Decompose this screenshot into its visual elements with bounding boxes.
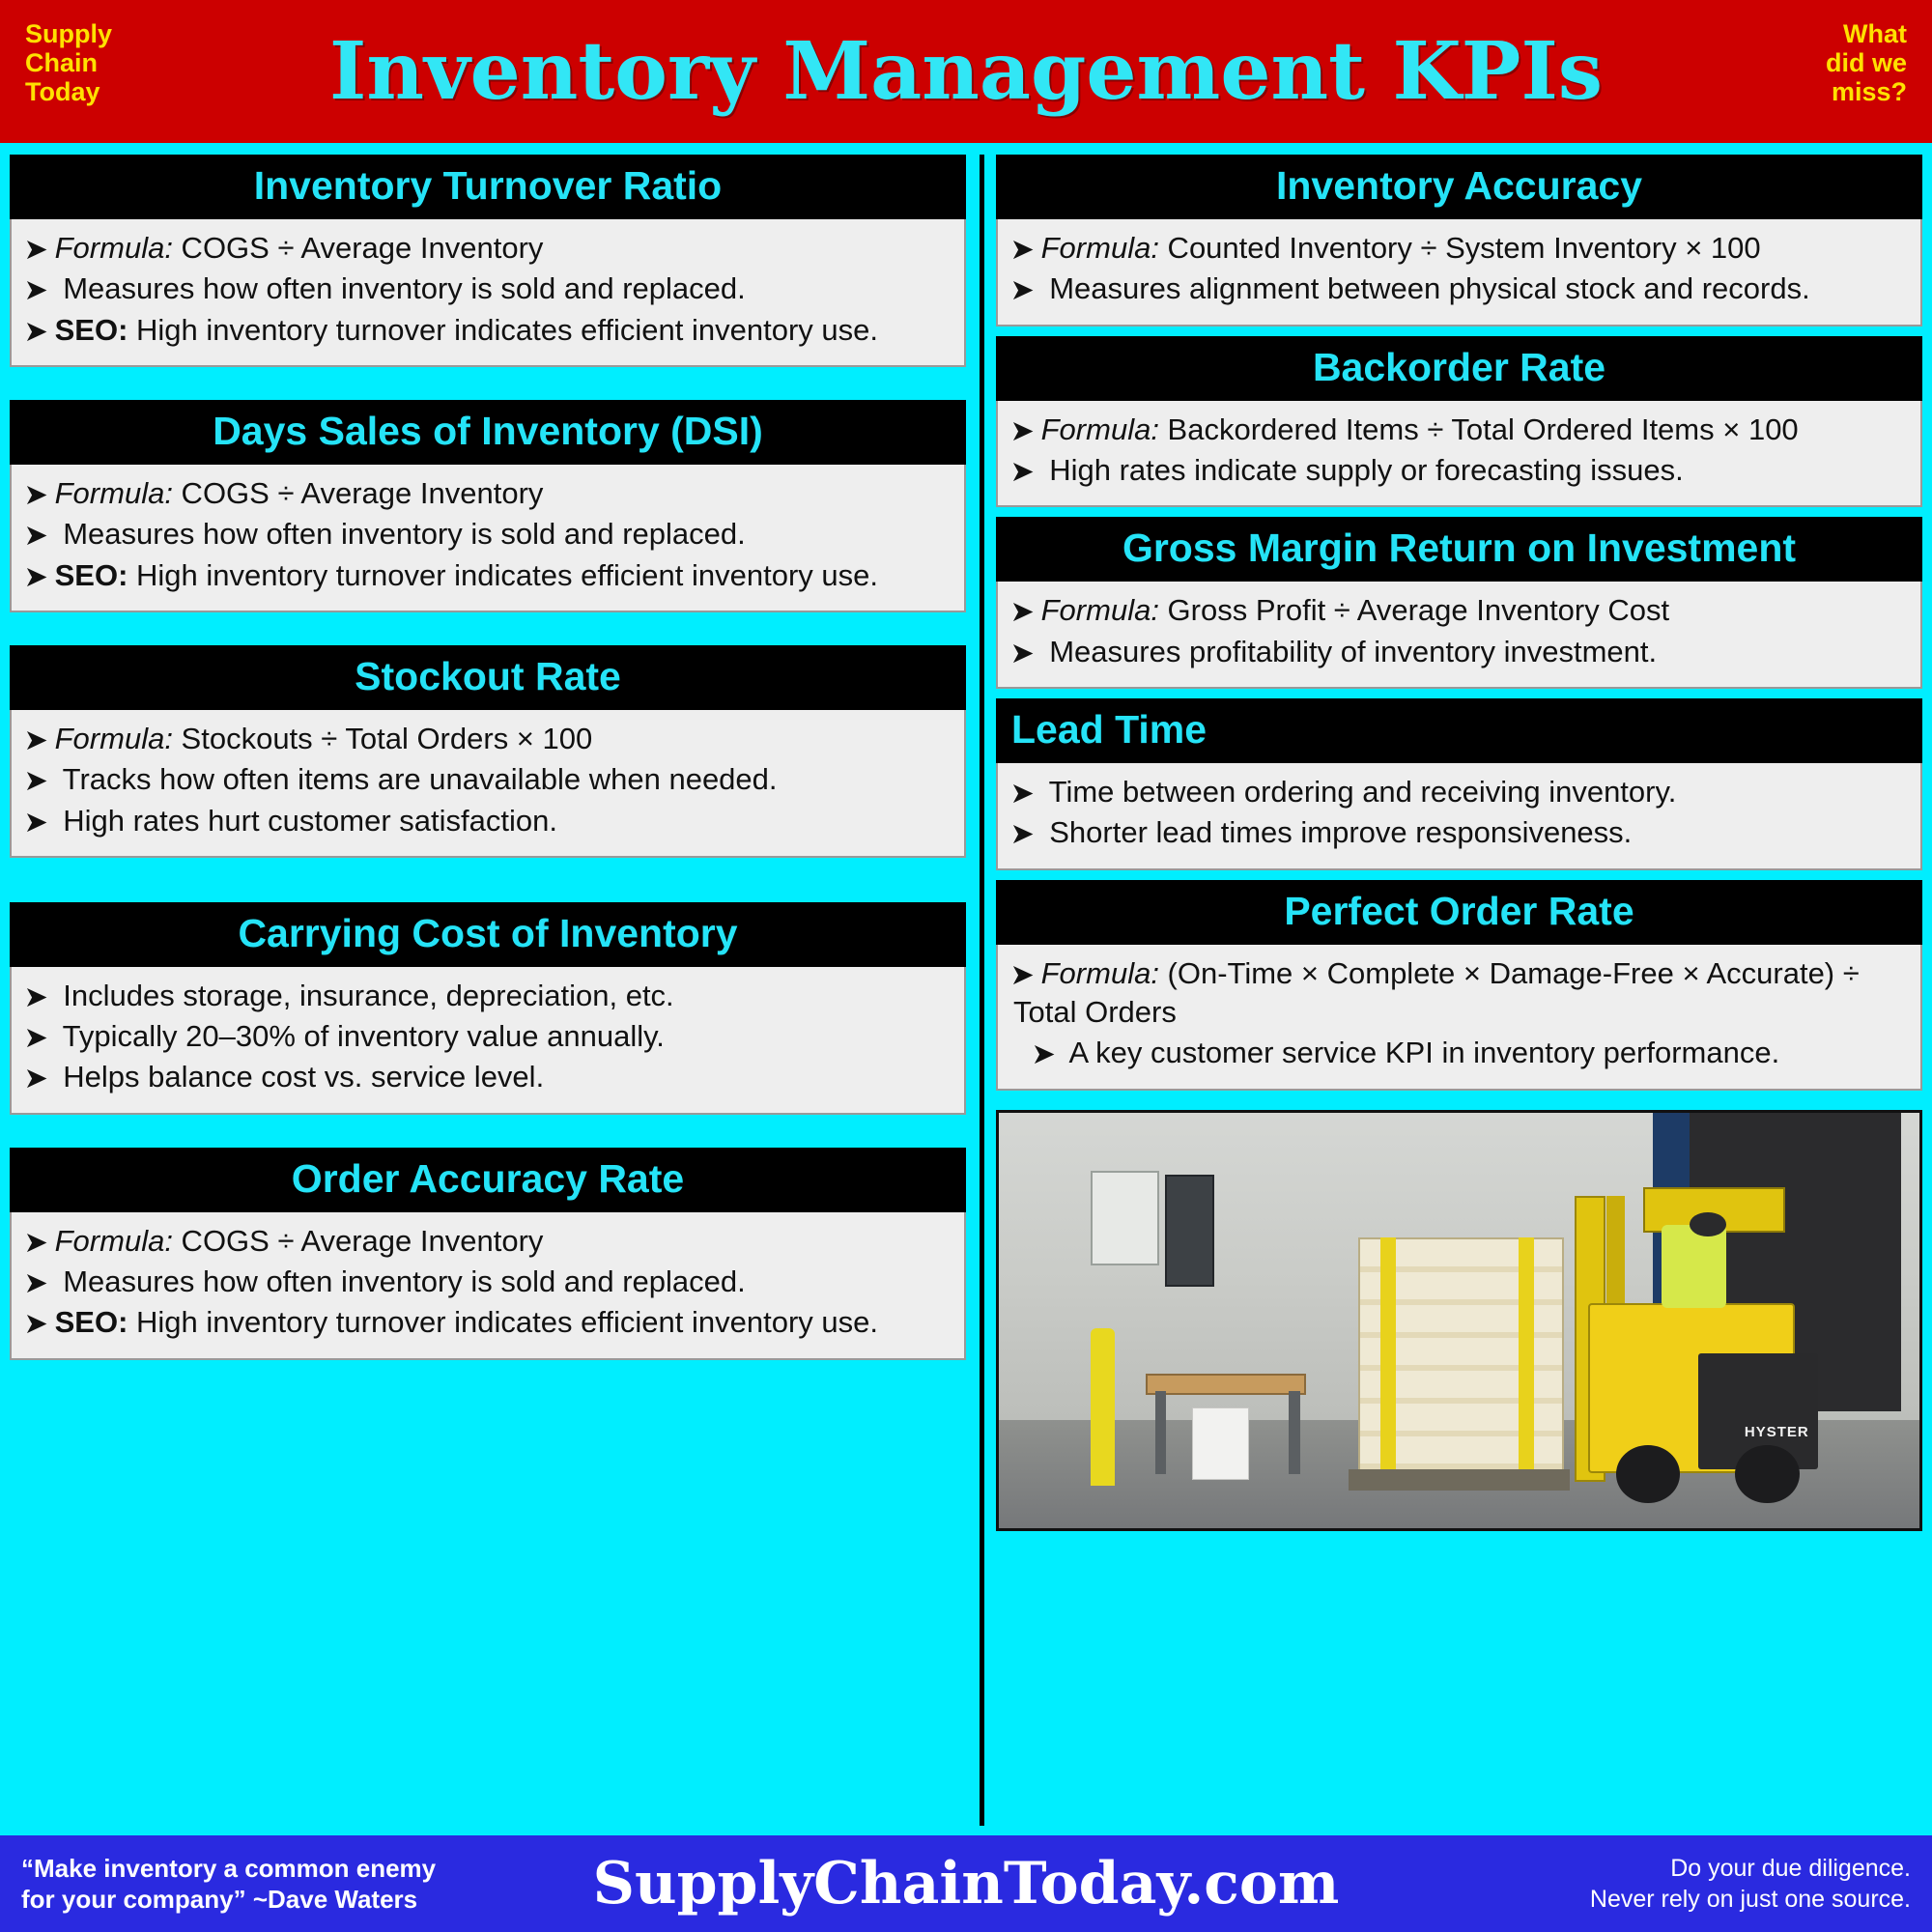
bullet-label: Formula:	[54, 1223, 173, 1258]
bullet-text: Helps balance cost vs. service level.	[54, 1060, 545, 1094]
kpi-bullet	[27, 515, 949, 554]
photo-white-box	[1192, 1407, 1249, 1480]
bullet-text: Includes storage, insurance, depreciation, etc.	[54, 978, 674, 1012]
kpi-bullet	[27, 1263, 949, 1301]
arrow-bullet-icon: ➤	[25, 1227, 47, 1257]
kpi-card-gross-margin-return-on-investment	[996, 517, 1922, 689]
brand-line-1: Supply	[25, 19, 113, 48]
arrow-bullet-icon: ➤	[1011, 415, 1034, 445]
arrow-bullet-icon: ➤	[1011, 638, 1034, 668]
bullet-text: Stockouts ÷ Total Orders × 100	[172, 721, 593, 755]
photo-safety-bollard	[1091, 1328, 1115, 1486]
footer-disclaimer	[1495, 1853, 1911, 1916]
bullet-text: Measures how often inventory is sold and replaced.	[54, 1264, 746, 1299]
bullet-label: Formula:	[1040, 231, 1159, 266]
bullet-text: Gross Profit ÷ Average Inventory Cost	[1158, 593, 1670, 628]
bullet-text: Measures how often inventory is sold and replaced.	[54, 517, 746, 552]
arrow-bullet-icon: ➤	[25, 1309, 47, 1339]
kpi-card-backorder-rate	[996, 336, 1922, 508]
bullet-text: Backordered Items ÷ Total Ordered Items × 100	[1158, 412, 1799, 446]
kpi-card-days-sales-of-inventory	[10, 400, 966, 612]
kpi-bullet	[27, 720, 949, 758]
kpi-card-title: Perfect Order Rate	[996, 880, 1922, 945]
kpi-bullet	[27, 229, 949, 268]
brand-logo	[25, 19, 112, 107]
miss-line-1: What	[1843, 19, 1907, 48]
kpi-bullet	[1013, 633, 1905, 671]
kpi-bullet	[1013, 773, 1905, 811]
bullet-text: Tracks how often items are unavailable when needed.	[54, 762, 778, 797]
arrow-bullet-icon: ➤	[1011, 819, 1034, 849]
kpi-bullet	[27, 977, 949, 1015]
photo-forklift-brand-label: HYSTER	[1744, 1424, 1809, 1440]
footer-quote-line-2: for your company” ~Dave Waters	[21, 1885, 418, 1914]
photo-forklift-wheel	[1735, 1445, 1800, 1503]
brand-line-2: Chain	[25, 48, 99, 78]
arrow-bullet-icon: ➤	[25, 479, 47, 509]
kpi-bullet	[1013, 813, 1905, 852]
kpi-card-title: Days Sales of Inventory (DSI)	[10, 400, 966, 465]
bullet-text: High inventory turnover indicates efficient inventory use.	[128, 1305, 878, 1340]
footer-bar	[0, 1832, 1932, 1932]
footer-disclaimer-line-2: Never rely on just one source.	[1589, 1886, 1911, 1913]
arrow-bullet-icon: ➤	[1011, 275, 1034, 305]
bullet-text: Counted Inventory ÷ System Inventory × 100	[1158, 231, 1761, 266]
bullet-text: Shorter lead times improve responsiveness.	[1040, 815, 1633, 850]
kpi-card-title: Inventory Accuracy	[996, 155, 1922, 219]
page-title: Inventory Management KPIs	[329, 25, 1603, 118]
arrow-bullet-icon: ➤	[1011, 959, 1034, 989]
bullet-text: (On-Time × Complete × Damage-Free × Accurate) ÷ Total Orders	[1013, 955, 1860, 1029]
photo-operator-head	[1690, 1212, 1726, 1237]
kpi-card-inventory-turnover-ratio	[10, 155, 966, 367]
warehouse-forklift-photo	[996, 1110, 1922, 1531]
miss-line-2: did we	[1825, 48, 1907, 78]
brand-line-3: Today	[25, 77, 100, 107]
arrow-bullet-icon: ➤	[25, 724, 47, 754]
photo-pallet-strap	[1519, 1237, 1533, 1478]
kpi-card-lead-time	[996, 698, 1922, 870]
kpi-card-title: Inventory Turnover Ratio	[10, 155, 966, 219]
bullet-label: SEO:	[54, 557, 128, 592]
kpi-bullet	[27, 270, 949, 308]
photo-pallet-strap	[1380, 1237, 1395, 1478]
arrow-bullet-icon: ➤	[25, 766, 47, 796]
photo-pallet-base	[1349, 1469, 1570, 1491]
kpi-card-body	[10, 1212, 966, 1360]
what-did-we-miss-note	[1826, 19, 1907, 107]
kpi-card-carrying-cost-of-inventory	[10, 902, 966, 1115]
kpi-bullet	[27, 802, 949, 840]
bullet-label: SEO:	[54, 312, 128, 347]
kpi-card-title: Gross Margin Return on Investment	[996, 517, 1922, 582]
kpi-card-body	[996, 582, 1922, 689]
arrow-bullet-icon: ➤	[25, 275, 47, 305]
arrow-bullet-icon: ➤	[25, 316, 47, 346]
arrow-bullet-icon: ➤	[25, 807, 47, 837]
kpi-bullet	[1013, 451, 1905, 490]
bullet-text: COGS ÷ Average Inventory	[172, 475, 544, 510]
kpi-card-perfect-order-rate	[996, 880, 1922, 1091]
bullet-label: SEO:	[54, 1305, 128, 1340]
photo-forklift-operator	[1662, 1225, 1726, 1308]
arrow-bullet-icon: ➤	[25, 235, 47, 265]
arrow-bullet-icon: ➤	[1011, 235, 1034, 265]
arrow-bullet-icon: ➤	[1011, 778, 1034, 808]
bullet-label: Formula:	[1040, 412, 1159, 446]
photo-wall-panel	[1091, 1171, 1159, 1266]
kpi-card-title: Order Accuracy Rate	[10, 1148, 966, 1212]
kpi-card-title: Carrying Cost of Inventory	[10, 902, 966, 967]
bullet-text: High inventory turnover indicates efficient inventory use.	[128, 312, 878, 347]
arrow-bullet-icon: ➤	[1011, 456, 1034, 486]
kpi-card-body	[10, 710, 966, 858]
bullet-text: High rates indicate supply or forecasting issues.	[1040, 452, 1684, 487]
kpi-bullet	[27, 760, 949, 799]
kpi-bullet	[1013, 954, 1905, 1033]
kpi-bullet	[1013, 229, 1905, 268]
bullet-text: COGS ÷ Average Inventory	[172, 231, 544, 266]
arrow-bullet-icon: ➤	[25, 1268, 47, 1298]
left-column	[10, 155, 966, 1826]
kpi-bullet	[27, 311, 949, 350]
bullet-text: Time between ordering and receiving inventory.	[1040, 774, 1677, 809]
kpi-bullet	[1013, 411, 1905, 449]
photo-table-leg	[1289, 1391, 1299, 1474]
footer-quote	[21, 1853, 437, 1916]
footer-quote-line-1: “Make inventory a common enemy	[21, 1853, 437, 1883]
footer-website-link[interactable]: SupplyChainToday.com	[592, 1850, 1340, 1918]
photo-table-top	[1146, 1374, 1306, 1394]
bullet-label: Formula:	[54, 475, 173, 510]
kpi-bullet	[1013, 270, 1905, 308]
kpi-bullet	[27, 474, 949, 513]
kpi-card-body	[996, 219, 1922, 327]
kpi-card-body	[996, 401, 1922, 508]
bullet-text: Measures profitability of inventory investment.	[1040, 634, 1658, 668]
kpi-bullet	[27, 1058, 949, 1096]
kpi-card-title: Backorder Rate	[996, 336, 1922, 401]
right-column	[980, 155, 1922, 1826]
arrow-bullet-icon: ➤	[1033, 1039, 1055, 1069]
photo-table-leg	[1155, 1391, 1166, 1474]
bullet-text: Measures how often inventory is sold and replaced.	[54, 271, 746, 306]
miss-line-3: miss?	[1831, 77, 1907, 107]
kpi-card-order-accuracy-rate	[10, 1148, 966, 1360]
bullet-text: High inventory turnover indicates efficient inventory use.	[128, 557, 878, 592]
kpi-card-body	[10, 219, 966, 367]
bullet-text: Measures alignment between physical stock and records.	[1040, 271, 1810, 306]
kpi-bullet	[27, 1303, 949, 1342]
bullet-text: A key customer service KPI in inventory performance.	[1062, 1036, 1780, 1070]
kpi-card-stockout-rate	[10, 645, 966, 858]
arrow-bullet-icon: ➤	[1011, 597, 1034, 627]
photo-forklift-wheel	[1616, 1445, 1681, 1503]
header-bar	[0, 0, 1932, 147]
bullet-label: Formula:	[54, 721, 173, 755]
arrow-bullet-icon: ➤	[25, 561, 47, 591]
kpi-bullet	[1013, 591, 1905, 630]
kpi-bullet	[27, 1222, 949, 1261]
kpi-card-body	[996, 763, 1922, 870]
kpi-card-inventory-accuracy	[996, 155, 1922, 327]
bullet-text: Typically 20–30% of inventory value annually.	[54, 1019, 665, 1054]
kpi-card-body	[996, 945, 1922, 1091]
content-columns	[0, 147, 1932, 1832]
arrow-bullet-icon: ➤	[25, 981, 47, 1011]
bullet-label: Formula:	[54, 231, 173, 266]
kpi-bullet	[27, 1017, 949, 1056]
bullet-text: COGS ÷ Average Inventory	[172, 1223, 544, 1258]
kpi-card-title: Lead Time	[996, 698, 1922, 763]
arrow-bullet-icon: ➤	[25, 1023, 47, 1053]
photo-electrical-box	[1165, 1175, 1215, 1287]
kpi-card-body	[10, 967, 966, 1115]
footer-disclaimer-line-1: Do your due diligence.	[1670, 1854, 1911, 1882]
bullet-text: High rates hurt customer satisfaction.	[54, 803, 557, 838]
kpi-card-body	[10, 465, 966, 612]
kpi-bullet	[1013, 1034, 1905, 1072]
bullet-label: Formula:	[1040, 955, 1159, 990]
arrow-bullet-icon: ➤	[25, 1064, 47, 1094]
kpi-card-title: Stockout Rate	[10, 645, 966, 710]
kpi-bullet	[27, 556, 949, 595]
bullet-label: Formula:	[1040, 593, 1159, 628]
arrow-bullet-icon: ➤	[25, 521, 47, 551]
